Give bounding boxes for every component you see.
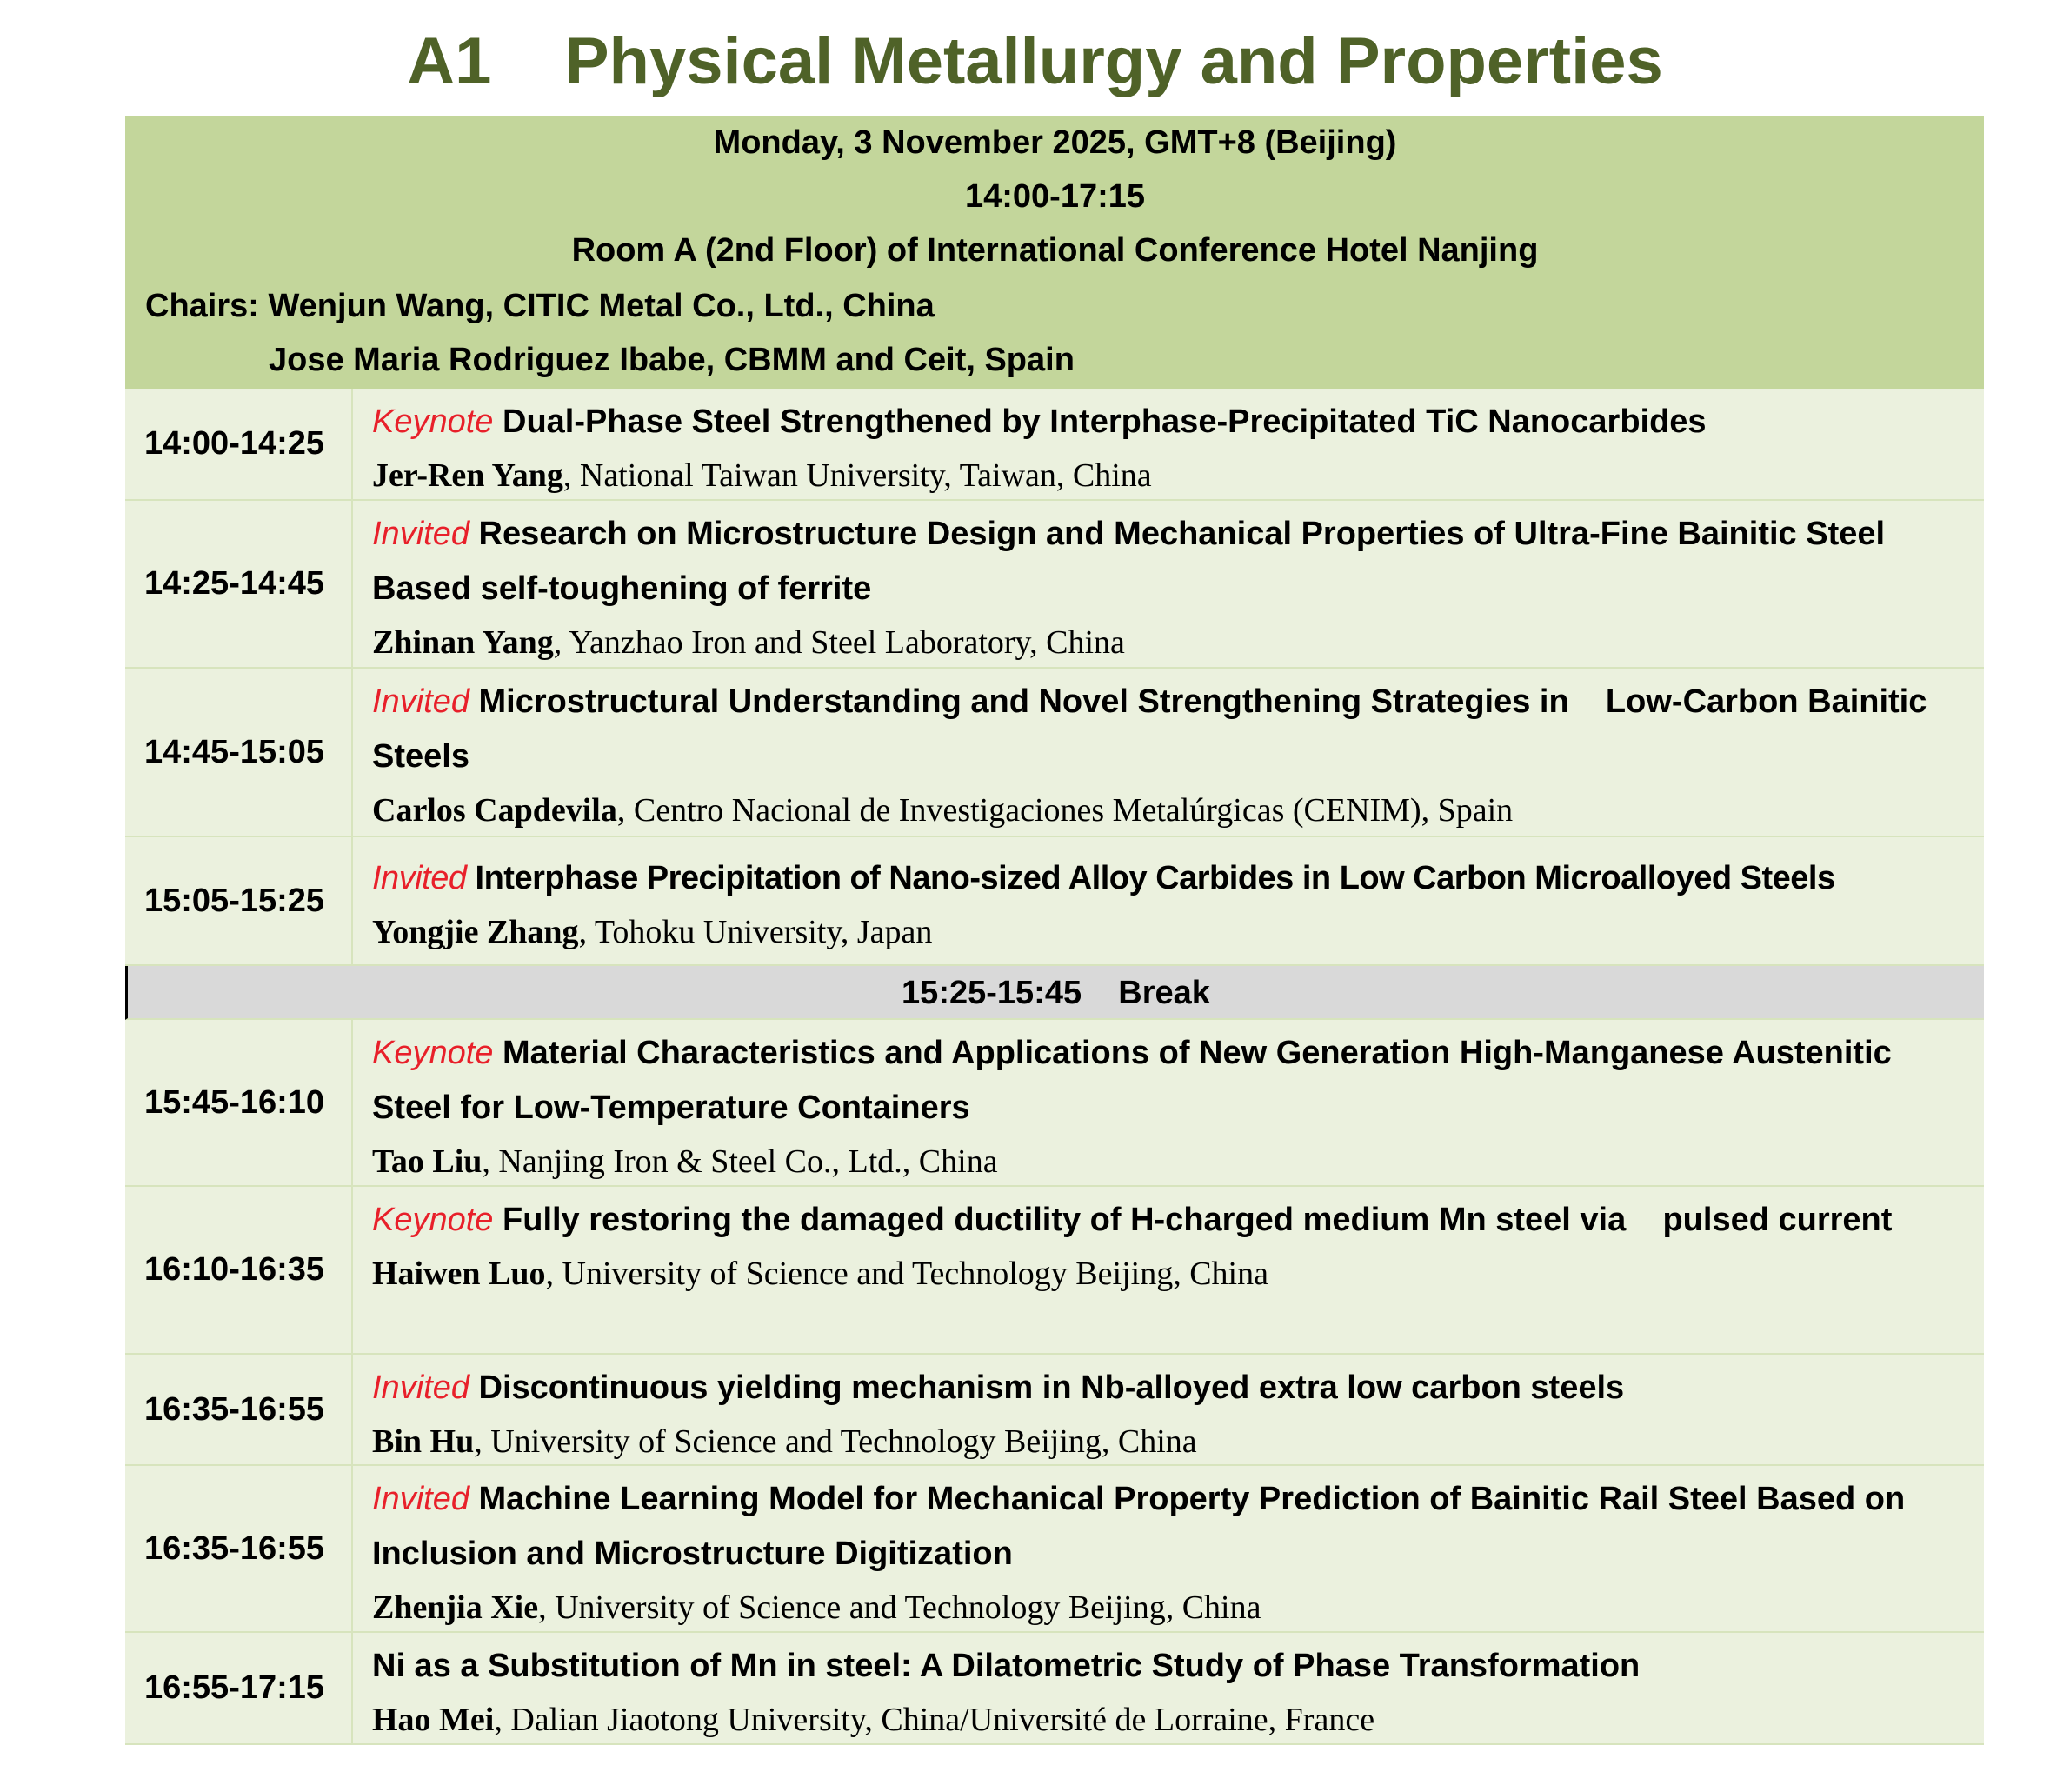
talk-time: 16:55-17:15 bbox=[125, 1633, 353, 1743]
talk-details bbox=[353, 837, 1984, 964]
talk-type-tag: Invited bbox=[372, 1369, 469, 1406]
talk-title: Microstructural Understanding and Novel Strengthening Strategies in Low-Carbon Bainitic Steels bbox=[372, 683, 1936, 775]
table-row bbox=[125, 1633, 1984, 1745]
talk-time: 16:10-16:35 bbox=[125, 1187, 353, 1353]
talk-details bbox=[353, 1633, 1984, 1743]
talk-type-tag: Invited bbox=[372, 683, 469, 720]
speaker-affiliation: , Dalian Jiaotong University, China/Université de Lorraine, France bbox=[494, 1702, 1375, 1738]
speaker-name: Zhenjia Xie bbox=[372, 1589, 539, 1626]
speaker-name: Yongjie Zhang bbox=[372, 914, 579, 950]
session-time: 14:00-17:15 bbox=[964, 178, 1146, 215]
speaker-name: Zhinan Yang bbox=[372, 624, 554, 661]
talk-time: 15:45-16:10 bbox=[125, 1020, 353, 1185]
talk-time: 14:45-15:05 bbox=[125, 669, 353, 836]
table-row bbox=[125, 1466, 1984, 1633]
talk-details bbox=[353, 1466, 1984, 1631]
talk-details bbox=[353, 389, 1984, 499]
talk-details bbox=[353, 669, 1984, 836]
table-row bbox=[125, 1020, 1984, 1187]
table-row bbox=[125, 501, 1984, 669]
table-row bbox=[125, 669, 1984, 837]
speaker-affiliation: , National Taiwan University, Taiwan, China bbox=[562, 457, 1152, 494]
talk-details bbox=[353, 501, 1984, 667]
talk-type-tag: Invited bbox=[372, 516, 469, 552]
table-row bbox=[125, 389, 1984, 501]
speaker-name: Bin Hu bbox=[372, 1423, 475, 1460]
talk-details bbox=[353, 1020, 1984, 1185]
talk-time: 16:35-16:55 bbox=[125, 1466, 353, 1631]
talk-title: Discontinuous yielding mechanism in Nb-alloyed extra low carbon steels bbox=[478, 1369, 1625, 1406]
talk-type-tag: Invited bbox=[372, 860, 467, 896]
talk-details bbox=[353, 1355, 1984, 1464]
speaker-affiliation: , University of Science and Technology Beijing, China bbox=[474, 1423, 1197, 1460]
talk-title: Machine Learning Model for Mechanical Property Prediction of Bainitic Rail Steel Based on Inclusion and Microstructure Digitization bbox=[372, 1481, 1906, 1572]
speaker-name: Tao Liu bbox=[372, 1143, 483, 1180]
program-table bbox=[125, 116, 1984, 1745]
talk-type-tag: Keynote bbox=[372, 1035, 494, 1071]
talk-title: Fully restoring the damaged ductility of H-charged medium Mn steel via pulsed current bbox=[503, 1202, 1893, 1238]
talk-type-tag: Keynote bbox=[372, 403, 494, 440]
break-row: 15:25-15:45 Break bbox=[125, 966, 1984, 1020]
session-room: Room A (2nd Floor) of International Conference Hotel Nanjing bbox=[571, 232, 1539, 269]
talk-time: 15:05-15:25 bbox=[125, 837, 353, 964]
talk-time: 14:25-14:45 bbox=[125, 501, 353, 667]
talk-time: 14:00-14:25 bbox=[125, 389, 353, 499]
speaker-affiliation: , Tohoku University, Japan bbox=[578, 914, 933, 950]
talk-title: Material Characteristics and Applications of New Generation High-Manganese Austenitic Steel for Low-Temperature Containers bbox=[372, 1035, 1892, 1126]
session-header bbox=[125, 116, 1984, 389]
table-row bbox=[125, 837, 1984, 966]
table-row bbox=[125, 1187, 1984, 1355]
talk-title: Ni as a Substitution of Mn in steel: A Dilatometric Study of Phase Transformation bbox=[372, 1648, 1641, 1684]
talk-details bbox=[353, 1187, 1984, 1353]
speaker-affiliation: , Nanjing Iron & Steel Co., Ltd., China bbox=[482, 1143, 998, 1180]
talk-type-tag: Keynote bbox=[372, 1202, 494, 1238]
speaker-affiliation: , Yanzhao Iron and Steel Laboratory, China bbox=[553, 624, 1125, 661]
speaker-name: Haiwen Luo bbox=[372, 1256, 546, 1292]
table-row bbox=[125, 1355, 1984, 1466]
speaker-affiliation: , University of Science and Technology Beijing, China bbox=[538, 1589, 1261, 1626]
speaker-name: Jer-Ren Yang bbox=[372, 457, 563, 494]
talk-type-tag: Invited bbox=[372, 1481, 469, 1517]
talk-title: Research on Microstructure Design and Mechanical Properties of Ultra-Fine Bainitic Steel Based self-toughening of ferrite bbox=[372, 516, 1886, 607]
talk-title: Interphase Precipitation of Nano-sized Alloy Carbides in Low Carbon Microalloyed Steels bbox=[475, 860, 1835, 896]
speaker-affiliation: , University of Science and Technology Beijing, China bbox=[545, 1256, 1268, 1292]
speaker-name: Carlos Capdevila bbox=[372, 792, 617, 829]
session-chairs-line-2: Jose Maria Rodriguez Ibabe, CBMM and Ceit, Spain bbox=[269, 342, 1075, 378]
session-chairs-line-1: Chairs: Wenjun Wang, CITIC Metal Co., Ltd., China bbox=[145, 288, 935, 324]
talk-time: 16:35-16:55 bbox=[125, 1355, 353, 1464]
speaker-name: Hao Mei bbox=[372, 1702, 495, 1738]
talk-title: Dual-Phase Steel Strengthened by Interphase-Precipitated TiC Nanocarbides bbox=[503, 403, 1707, 440]
speaker-affiliation: , Centro Nacional de Investigaciones Metalúrgicas (CENIM), Spain bbox=[616, 792, 1514, 829]
session-title: A1 Physical Metallurgy and Properties bbox=[407, 24, 1663, 98]
session-date: Monday, 3 November 2025, GMT+8 (Beijing) bbox=[713, 124, 1397, 161]
